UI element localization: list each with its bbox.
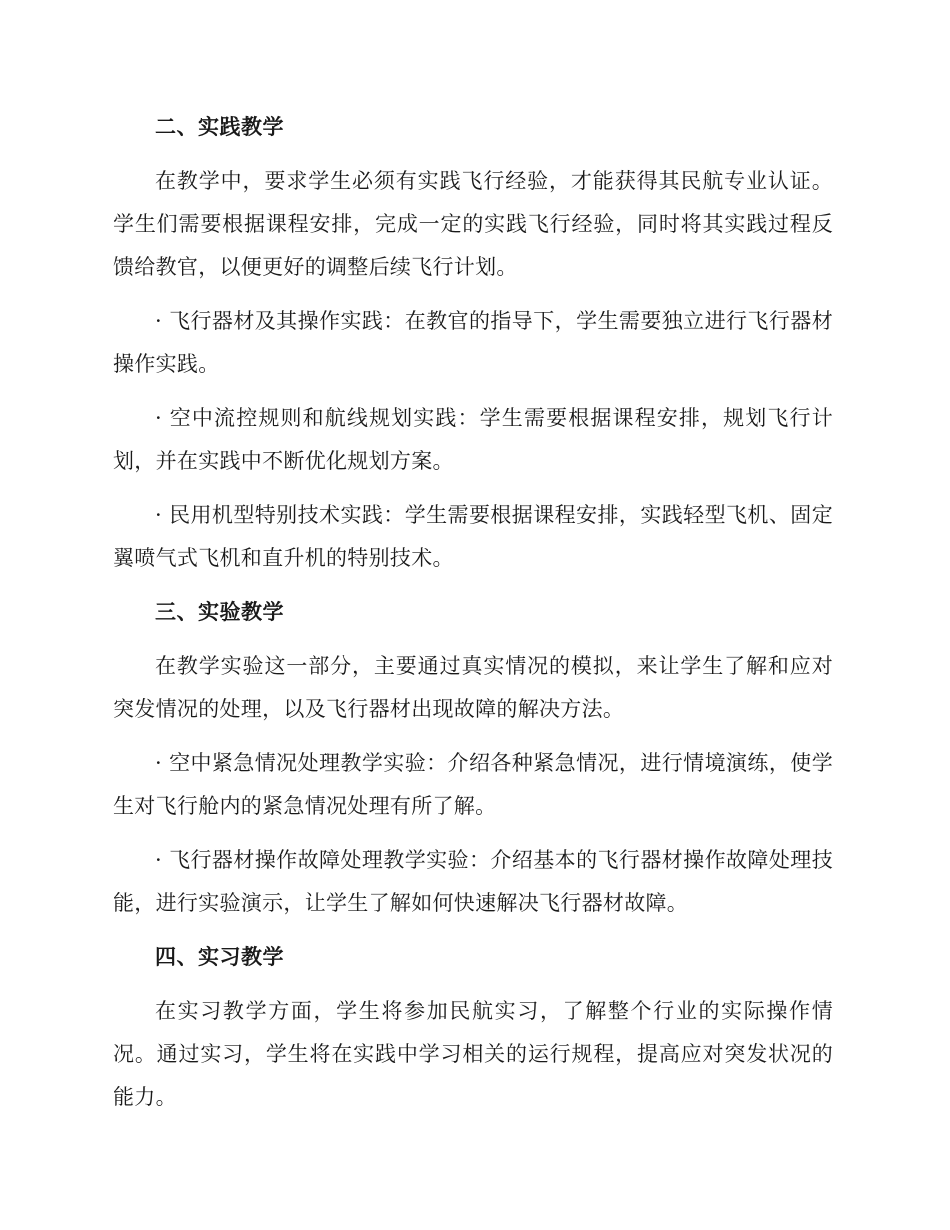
bullet-paragraph: · 飞行器材操作故障处理教学实验：介绍基本的飞行器材操作故障处理技能，进行实验演示，让学生了解如何快速解决飞行器材故障。 [113,848,833,915]
section-heading-experiment: 三、实验教学 [155,600,284,624]
paragraph: 在实习教学方面，学生将参加民航实习，了解整个行业的实际操作情况。通过实习，学生将在实践中学习相关的运行规程，提高应对突发状况的能力。 [113,999,833,1109]
bullet-paragraph: · 空中紧急情况处理教学实验：介绍各种紧急情况，进行情境演练，使学生对飞行舱内的紧急情况处理有所了解。 [113,751,833,818]
bullet-paragraph: · 民用机型特别技术实践：学生需要根据课程安排，实践轻型飞机、固定翼喷气式飞机和直升机的特别技术。 [113,503,833,570]
paragraph: 在教学中，要求学生必须有实践飞行经验，才能获得其民航专业认证。学生们需要根据课程安排，完成一定的实践飞行经验，同时将其实践过程反馈给教官，以便更好的调整后续飞行计划。 [113,169,833,279]
bullet-paragraph: · 飞行器材及其操作实践：在教官的指导下，学生需要独立进行飞行器材操作实践。 [113,309,833,376]
document-page [113,106,833,1130]
section-heading-internship: 四、实习教学 [155,945,284,969]
section-heading-practice: 二、实践教学 [155,115,284,139]
paragraph: 在教学实验这一部分，主要通过真实情况的模拟，来让学生了解和应对突发情况的处理，以及飞行器材出现故障的解决方法。 [113,654,833,721]
bullet-paragraph: · 空中流控规则和航线规划实践：学生需要根据课程安排，规划飞行计划，并在实践中不断优化规划方案。 [113,406,833,473]
